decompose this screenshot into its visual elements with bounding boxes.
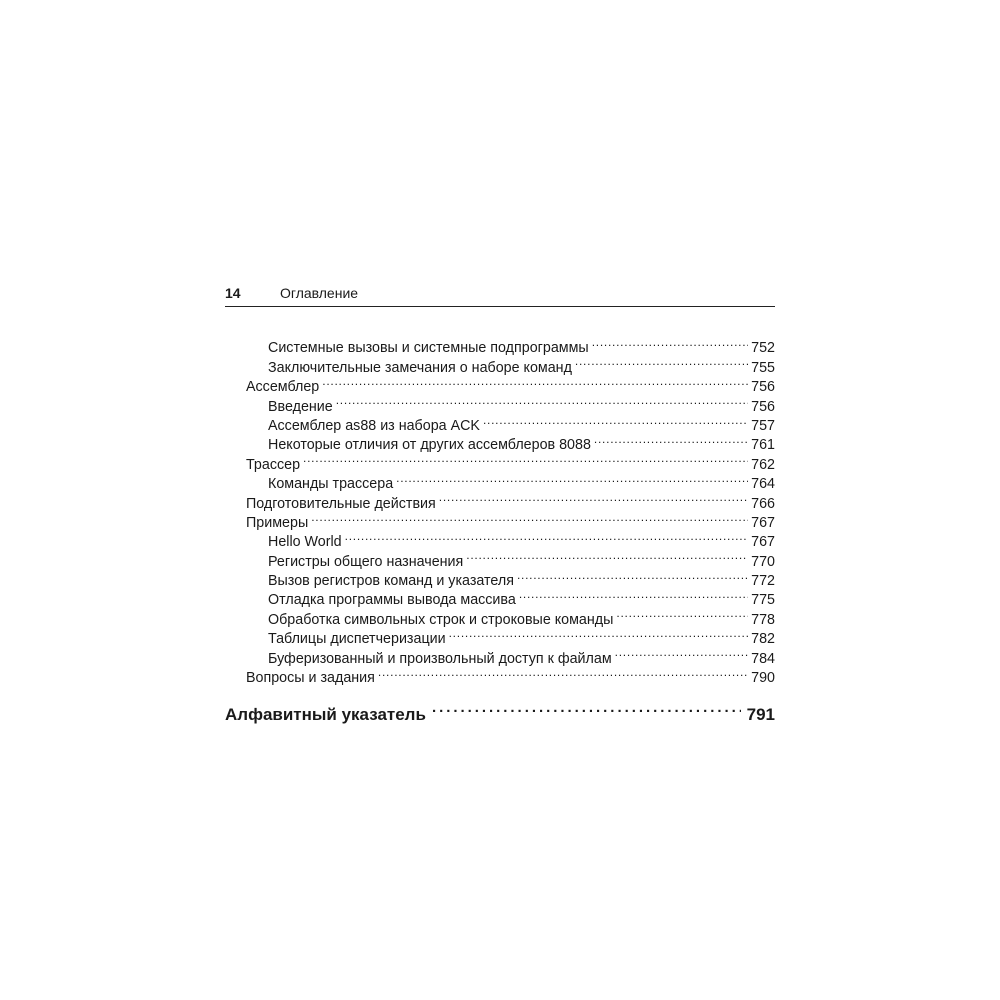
chapter-entry-index[interactable] [225, 696, 775, 725]
dot-leader [483, 411, 748, 430]
dot-leader [345, 527, 749, 546]
dot-leader [519, 585, 748, 604]
dot-leader [396, 469, 748, 488]
toc-entry-page: 775 [751, 592, 775, 609]
toc-entry-page: 762 [751, 456, 775, 473]
dot-leader [303, 449, 748, 468]
toc-entry-title: Подготовительные действия [246, 495, 436, 512]
toc-entry-page: 764 [751, 476, 775, 493]
toc-entry[interactable] [225, 449, 775, 473]
toc-entry-page: 757 [751, 417, 775, 434]
dot-leader [517, 566, 748, 585]
toc-entry-title: Hello World [268, 534, 342, 551]
header-rule [225, 306, 775, 307]
toc-entry-title: Отладка программы вывода массива [268, 592, 516, 609]
dot-leader [322, 372, 748, 391]
dot-leader [592, 333, 748, 352]
dot-leader [616, 604, 748, 623]
toc-entry-title: Вопросы и задания [246, 670, 375, 687]
toc-entry[interactable] [225, 333, 775, 357]
toc-entry-page: 790 [751, 670, 775, 687]
running-title: Оглавление [280, 285, 359, 301]
book-page [225, 283, 775, 725]
dot-leader [466, 546, 748, 565]
toc-entry-page: 778 [751, 611, 775, 628]
toc-entry[interactable] [225, 469, 775, 493]
dot-leader [336, 391, 748, 410]
toc-entry-title: Регистры общего назначения [268, 553, 464, 570]
toc-entry-title: Некоторые отличия от других ассемблеров 8088 [268, 437, 591, 454]
toc-entry-title: Команды трассера [268, 476, 394, 493]
toc-entry-title: Буферизованный и произвольный доступ к файлам [268, 650, 612, 667]
toc-entry-page: 752 [751, 340, 775, 357]
running-head [225, 283, 775, 303]
toc-entry-page: 761 [751, 437, 775, 454]
dot-leader [449, 624, 749, 643]
toc-entry-title: Системные вызовы и системные подпрограммы [268, 340, 589, 357]
toc-entry-page: 767 [751, 534, 775, 551]
toc-entry-page: 770 [751, 553, 775, 570]
toc-entry-page: 782 [751, 631, 775, 648]
chapter-page-ref: 791 [746, 705, 775, 725]
dot-leader [378, 663, 748, 682]
toc-entry-title: Таблицы диспетчеризации [268, 631, 446, 648]
toc-entry-title: Введение [268, 398, 333, 415]
toc-entry-page: 756 [751, 379, 775, 396]
toc-entry-title: Трассер [246, 456, 301, 473]
toc-entry-page: 756 [751, 398, 775, 415]
dot-leader [575, 352, 748, 371]
toc-entry-title: Ассемблер as88 из набора ACK [268, 417, 480, 434]
dot-leader [615, 643, 748, 662]
toc-entry-title: Обработка символьных строк и строковые команды [268, 611, 614, 628]
toc-entry-title: Ассемблер [246, 379, 320, 396]
toc-entry-page: 772 [751, 573, 775, 590]
dot-leader [311, 508, 748, 527]
dot-leader [594, 430, 748, 449]
chapter-title: Алфавитный указатель [225, 705, 426, 725]
toc-entry-title: Примеры [246, 514, 309, 531]
table-of-contents [225, 333, 775, 687]
toc-entry-title: Заключительные замечания о наборе команд [268, 359, 572, 376]
toc-entry-title: Вызов регистров команд и указателя [268, 573, 514, 590]
dot-leader [439, 488, 748, 507]
toc-entry-page: 755 [751, 359, 775, 376]
dot-leader [432, 696, 741, 720]
toc-entry-page: 767 [751, 514, 775, 531]
toc-entry-page: 766 [751, 495, 775, 512]
page-number: 14 [225, 285, 241, 301]
toc-entry-page: 784 [751, 650, 775, 667]
